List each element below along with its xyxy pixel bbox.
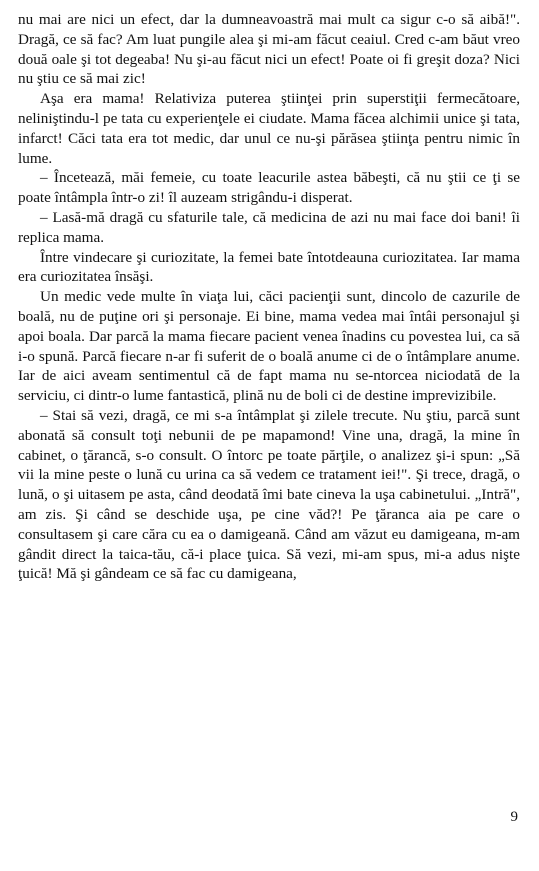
paragraph-2: Aşa era mama! Relativiza puterea ştiinţei prin superstiţii fermecătoare, neliniştindu-l pe tata cu experienţele ei ciudate. Mama făcea alchimii unice şi tata, infarct! Căci tata era tot medic, dar unul ce nu-şi părăsea ştiinţa pentru nimic în lume.: [18, 90, 520, 167]
paragraph-4: – Lasă-mă dragă cu sfaturile tale, că medicina de azi nu mai face doi bani! îi replica mama.: [18, 208, 520, 246]
paragraph-3: – Încetează, măi femeie, cu toate leacurile astea băbeşti, că nu ştii ce ţi se poate întâmpla într-o zi! îl auzeam strigându-i disperat.: [18, 169, 520, 207]
paragraph-7: – Stai să vezi, dragă, ce mi s-a întâmplat şi zilele trecute. Nu ştiu, parcă sunt abonată să consult toţi nebunii de pe mapamond! Vine una, dragă, la mine în cabinet, o ţărancă, s-o consult. O întorc pe toate părţile, o analizez şi-i spun: „Să vii la mine peste o lună cu urina ca să vedem ce tratament iei!". Şi trece, dragă, o lună, o şi uitasem pe asta, când deodată îmi bate cineva la uşa cabinetului. „Intră", am zis. Şi când se deschide uşa, pe cine văd?! Pe ţăranca aia pe care o consultasem şi care căra cu ea o damigeană. Când am văzut eu damigeana, m-am gândit direct la taica-tău, că-i place ţuica. Să vezi, mi-am spus, mi-a adus nişte ţuică! Mă şi gândeam ce să fac cu damigeana,: [18, 406, 520, 583]
book-page: [18, 10, 520, 861]
paragraph-6: Un medic vede multe în viaţa lui, căci pacienţii sunt, dincolo de cazurile de boală, nu de puţine ori şi personaje. Ei bine, mama vedea mai întâi personajul şi apoi boala. Dar parcă la mama fiecare pacient venea înadins cu povestea lui, ca să i-o spună. Parcă fiecare n-ar fi suferit de o boală anume ci de o întâmplare anume. Iar de aici aveam sentimentul că de fapt mama nu se-ntorcea niciodată de la serviciu, ci dintr-o lume fantastică, plină nu de boli ci de destine imprevizibile.: [18, 288, 520, 405]
paragraph-1: nu mai are nici un efect, dar la dumneavoastră mai mult ca sigur c-o să aibă!". Dragă, ce să fac? Am luat pungile alea şi mi-am făcut ceaiul. Cred c-am băut vreo două oale şi tot degeaba! Nu şi-au făcut nici un efect! Poate oi fi greşit doza? Nici nu ştiu ce să mai zic!: [18, 11, 520, 88]
paragraph-5: Între vindecare şi curiozitate, la femei bate întotdeauna curiozitatea. Iar mama era curiozitatea însăşi.: [18, 248, 520, 286]
text-body: [18, 10, 520, 584]
page-number: 9: [510, 809, 518, 825]
